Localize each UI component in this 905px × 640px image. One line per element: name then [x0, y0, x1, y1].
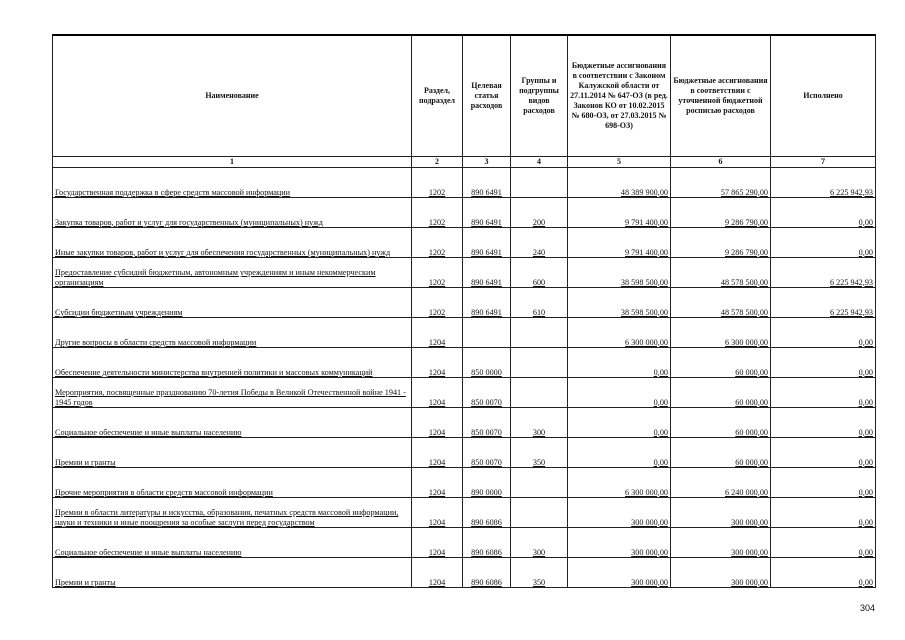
row-name: Обеспечение деятельности министерства внутренней политики и массовых коммуникаций	[55, 367, 373, 377]
row-article: 850 0070	[471, 427, 502, 437]
row-section-cell	[412, 558, 463, 588]
table-body	[53, 168, 876, 588]
table-row	[53, 468, 876, 498]
row-group: 240	[532, 247, 546, 257]
row-executed: 0,00	[858, 427, 873, 437]
row-name: Другие вопросы в области средств массовой информации	[55, 337, 257, 347]
row-group-cell	[511, 408, 568, 438]
row-name-cell	[53, 558, 412, 588]
row-executed-cell	[771, 528, 876, 558]
row-name-cell	[53, 258, 412, 288]
table-row	[53, 228, 876, 258]
header-article: Целевая статья расходов	[463, 35, 511, 157]
row-executed-cell	[771, 198, 876, 228]
row-article-cell	[463, 168, 511, 198]
row-article-cell	[463, 258, 511, 288]
row-refined: 300 000,00	[731, 577, 768, 587]
row-executed: 0,00	[858, 547, 873, 557]
row-name-cell	[53, 288, 412, 318]
row-budget: 0,00	[653, 367, 668, 377]
col-number: 6	[671, 157, 771, 168]
row-executed: 0,00	[858, 247, 873, 257]
row-section-cell	[412, 438, 463, 468]
row-executed-cell	[771, 408, 876, 438]
row-executed-cell	[771, 558, 876, 588]
row-section-cell	[412, 318, 463, 348]
row-section: 1202	[428, 247, 446, 257]
row-refined-cell	[671, 348, 771, 378]
row-refined: 60 000,00	[735, 457, 768, 467]
row-name: Премии в области литературы и искусства, образования, печатных средств массовой информации, науки и техники и иные поощрения за особые заслуги перед государством	[55, 508, 399, 527]
row-name-cell	[53, 198, 412, 228]
row-section: 1204	[428, 367, 446, 377]
row-group-cell	[511, 378, 568, 408]
table-row	[53, 528, 876, 558]
row-article: 890 6491	[471, 277, 502, 287]
row-article: 890 6086	[471, 547, 502, 557]
row-name-cell	[53, 318, 412, 348]
row-name: Премии и гранты	[55, 577, 116, 587]
row-budget-cell	[568, 438, 671, 468]
row-group-cell	[511, 498, 568, 528]
row-article-cell	[463, 408, 511, 438]
row-budget-cell	[568, 228, 671, 258]
row-article: 850 0070	[471, 457, 502, 467]
table-row	[53, 348, 876, 378]
col-number: 2	[412, 157, 463, 168]
row-name: Социальное обеспечение и иные выплаты населению	[55, 427, 242, 437]
header-budget: Бюджетные ассигнования в соответствии с Законом Калужской области от 27.11.2014 № 647-ОЗ (в ред. Законов КО от 10.02.2015 № 680-ОЗ, от 27.03.2015 № 698-ОЗ)	[568, 35, 671, 157]
page-number: 304	[859, 603, 875, 613]
row-section-cell	[412, 228, 463, 258]
row-refined: 9 286 790,00	[725, 247, 768, 257]
row-group-cell	[511, 528, 568, 558]
col-number: 7	[771, 157, 876, 168]
row-refined-cell	[671, 198, 771, 228]
row-budget: 300 000,00	[631, 577, 668, 587]
row-name-cell	[53, 468, 412, 498]
row-section-cell	[412, 468, 463, 498]
row-name: Закупка товаров, работ и услуг для государственных (муниципальных) нужд	[55, 217, 323, 227]
row-article: 890 6491	[471, 187, 502, 197]
row-name-cell	[53, 228, 412, 258]
row-budget: 300 000,00	[631, 547, 668, 557]
row-name: Предоставление субсидий бюджетным, автономным учреждениям и иным некоммерческим организациям	[55, 268, 376, 287]
row-refined-cell	[671, 558, 771, 588]
row-executed-cell	[771, 498, 876, 528]
row-section: 1204	[428, 487, 446, 497]
row-executed: 0,00	[858, 517, 873, 527]
row-group-cell	[511, 318, 568, 348]
row-name: Премии и гранты	[55, 457, 116, 467]
row-group: 610	[532, 307, 546, 317]
row-executed-cell	[771, 348, 876, 378]
row-executed: 0,00	[858, 577, 873, 587]
row-executed-cell	[771, 438, 876, 468]
row-refined: 300 000,00	[731, 547, 768, 557]
col-number: 3	[463, 157, 511, 168]
row-section-cell	[412, 258, 463, 288]
header-section: Раздел, подраздел	[412, 35, 463, 157]
row-executed: 6 225 942,93	[830, 307, 873, 317]
row-executed: 0,00	[858, 337, 873, 347]
row-article-cell	[463, 558, 511, 588]
row-budget: 9 791 400,00	[625, 247, 668, 257]
row-section: 1204	[428, 337, 446, 347]
row-refined: 300 000,00	[731, 517, 768, 527]
row-executed-cell	[771, 378, 876, 408]
header-name: Наименование	[53, 35, 412, 157]
row-refined-cell	[671, 378, 771, 408]
row-group-cell	[511, 258, 568, 288]
row-budget: 6 300 000,00	[625, 487, 668, 497]
budget-table-container	[52, 34, 875, 588]
row-article-cell	[463, 378, 511, 408]
row-name-cell	[53, 438, 412, 468]
row-section-cell	[412, 348, 463, 378]
row-budget: 9 791 400,00	[625, 217, 668, 227]
row-refined: 9 286 790,00	[725, 217, 768, 227]
row-budget-cell	[568, 528, 671, 558]
row-name: Социальное обеспечение и иные выплаты населению	[55, 547, 242, 557]
row-budget-cell	[568, 168, 671, 198]
row-section-cell	[412, 288, 463, 318]
row-refined-cell	[671, 168, 771, 198]
row-executed-cell	[771, 228, 876, 258]
row-budget-cell	[568, 468, 671, 498]
row-group-cell	[511, 468, 568, 498]
row-group: 200	[532, 217, 546, 227]
row-refined-cell	[671, 438, 771, 468]
row-article-cell	[463, 318, 511, 348]
row-article: 890 6086	[471, 577, 502, 587]
row-executed-cell	[771, 168, 876, 198]
row-article-cell	[463, 438, 511, 468]
row-article-cell	[463, 468, 511, 498]
row-group-cell	[511, 438, 568, 468]
row-article-cell	[463, 198, 511, 228]
table-row	[53, 408, 876, 438]
row-section: 1202	[428, 277, 446, 287]
row-refined: 48 578 500,00	[720, 277, 768, 287]
row-refined-cell	[671, 498, 771, 528]
table-row	[53, 198, 876, 228]
table-row	[53, 438, 876, 468]
row-article-cell	[463, 348, 511, 378]
table-header	[53, 35, 876, 168]
table-row	[53, 318, 876, 348]
row-article: 890 6086	[471, 517, 502, 527]
header-executed: Исполнено	[771, 35, 876, 157]
row-article-cell	[463, 528, 511, 558]
row-group-cell	[511, 198, 568, 228]
row-refined-cell	[671, 468, 771, 498]
row-article: 890 0000	[471, 487, 502, 497]
row-section: 1204	[428, 517, 446, 527]
row-section-cell	[412, 498, 463, 528]
row-section: 1204	[428, 427, 446, 437]
col-number: 4	[511, 157, 568, 168]
row-refined: 6 240 000,00	[725, 487, 768, 497]
row-budget: 0,00	[653, 397, 668, 407]
row-refined-cell	[671, 408, 771, 438]
row-name-cell	[53, 168, 412, 198]
header-group: Группы и подгруппы видов расходов	[511, 35, 568, 157]
table-row	[53, 288, 876, 318]
row-refined: 48 578 500,00	[720, 307, 768, 317]
row-section: 1204	[428, 397, 446, 407]
row-budget-cell	[568, 558, 671, 588]
row-budget-cell	[568, 288, 671, 318]
row-executed-cell	[771, 258, 876, 288]
row-budget: 300 000,00	[631, 517, 668, 527]
row-budget-cell	[568, 348, 671, 378]
table-row	[53, 258, 876, 288]
row-budget: 0,00	[653, 427, 668, 437]
row-budget-cell	[568, 198, 671, 228]
row-refined-cell	[671, 228, 771, 258]
row-article: 890 6491	[471, 307, 502, 317]
row-executed: 0,00	[858, 367, 873, 377]
row-article-cell	[463, 288, 511, 318]
row-name-cell	[53, 408, 412, 438]
row-budget: 48 389 900,00	[620, 187, 668, 197]
row-section-cell	[412, 198, 463, 228]
row-group-cell	[511, 558, 568, 588]
row-refined-cell	[671, 528, 771, 558]
col-number: 1	[53, 157, 412, 168]
row-section: 1202	[428, 307, 446, 317]
row-name-cell	[53, 498, 412, 528]
row-section: 1204	[428, 547, 446, 557]
row-refined-cell	[671, 288, 771, 318]
row-section-cell	[412, 408, 463, 438]
row-section: 1202	[428, 187, 446, 197]
row-executed-cell	[771, 468, 876, 498]
row-budget: 38 598 500,00	[620, 307, 668, 317]
row-group: 350	[532, 577, 546, 587]
row-budget-cell	[568, 258, 671, 288]
header-refined: Бюджетные ассигнования в соответствии с уточненной бюджетной росписью расходов	[671, 35, 771, 157]
row-group-cell	[511, 288, 568, 318]
row-group-cell	[511, 228, 568, 258]
row-executed: 0,00	[858, 397, 873, 407]
row-executed: 6 225 942,93	[830, 187, 873, 197]
row-group: 300	[532, 547, 546, 557]
row-article-cell	[463, 228, 511, 258]
row-section-cell	[412, 528, 463, 558]
row-refined: 60 000,00	[735, 367, 768, 377]
row-name-cell	[53, 348, 412, 378]
row-executed: 0,00	[858, 217, 873, 227]
row-executed-cell	[771, 318, 876, 348]
row-budget-cell	[568, 318, 671, 348]
table-row	[53, 558, 876, 588]
row-name-cell	[53, 528, 412, 558]
row-budget-cell	[568, 408, 671, 438]
row-executed: 0,00	[858, 487, 873, 497]
row-budget: 0,00	[653, 457, 668, 467]
row-article: 850 0070	[471, 397, 502, 407]
row-name-cell	[53, 378, 412, 408]
row-executed: 0,00	[858, 457, 873, 467]
row-name: Субсидии бюджетным учреждениям	[55, 307, 183, 317]
row-article: 890 6491	[471, 247, 502, 257]
row-budget: 38 598 500,00	[620, 277, 668, 287]
row-name: Иные закупки товаров, работ и услуг для обеспечения государственных (муниципальных) нужд	[55, 247, 391, 257]
row-section: 1204	[428, 457, 446, 467]
row-group-cell	[511, 168, 568, 198]
row-section-cell	[412, 378, 463, 408]
table-row	[53, 168, 876, 198]
row-section: 1202	[428, 217, 446, 227]
row-group: 600	[532, 277, 546, 287]
row-refined-cell	[671, 258, 771, 288]
row-refined-cell	[671, 318, 771, 348]
row-name: Мероприятия, посвященные празднованию 70-летия Победы в Великой Отечественной войне 1941 - 1945 годов	[55, 388, 406, 407]
row-refined: 6 300 000,00	[725, 337, 768, 347]
row-name: Государственная поддержка в сфере средств массовой информации	[55, 187, 291, 197]
row-executed-cell	[771, 288, 876, 318]
row-article: 850 0000	[471, 367, 502, 377]
row-group-cell	[511, 348, 568, 378]
row-name: Прочие мероприятия в области средств массовой информации	[55, 487, 273, 497]
row-article-cell	[463, 498, 511, 528]
row-group: 350	[532, 457, 546, 467]
row-executed: 6 225 942,93	[830, 277, 873, 287]
row-section: 1204	[428, 577, 446, 587]
col-number: 5	[568, 157, 671, 168]
row-group: 300	[532, 427, 546, 437]
row-refined: 60 000,00	[735, 397, 768, 407]
table-row	[53, 378, 876, 408]
row-budget-cell	[568, 498, 671, 528]
row-refined: 57 865 290,00	[720, 187, 768, 197]
row-section-cell	[412, 168, 463, 198]
row-budget-cell	[568, 378, 671, 408]
row-budget: 6 300 000,00	[625, 337, 668, 347]
row-article: 890 6491	[471, 217, 502, 227]
table-row	[53, 498, 876, 528]
row-refined: 60 000,00	[735, 427, 768, 437]
budget-execution-table	[52, 34, 876, 588]
